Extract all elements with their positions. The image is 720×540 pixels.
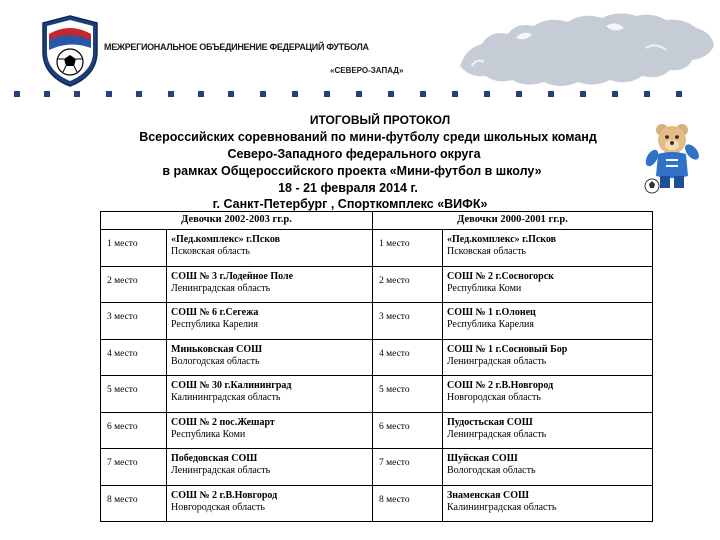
team-region: Республика Карелия (447, 319, 534, 330)
team-region: Ленинградская область (171, 282, 271, 294)
team-name: СОШ № 30 г.Калининград (171, 380, 292, 391)
team-cell (167, 412, 373, 449)
team-region: Новгородская область (171, 501, 265, 513)
place-cell: 5 место (373, 376, 443, 413)
team-region: Ленинградская область (447, 355, 547, 367)
team-name: СОШ № 2 пос.Жешарт (171, 416, 275, 428)
place-cell: 6 место (101, 412, 167, 449)
team-cell (443, 266, 653, 303)
region-map-graphic (456, 8, 718, 96)
team-region: Новгородская область (447, 392, 541, 403)
team-region: Республика Коми (171, 428, 246, 440)
team-region: Псковская область (447, 246, 526, 257)
place-cell: 1 место (373, 230, 443, 267)
team-cell (443, 412, 653, 449)
place-cell: 7 место (101, 449, 167, 486)
team-region: Ленинградская область (171, 465, 271, 476)
team-name: Пудостьская СОШ (447, 416, 533, 428)
team-cell (167, 303, 373, 340)
organization-name: МЕЖРЕГИОНАЛЬНОЕ ОБЪЕДИНЕНИЕ ФЕДЕРАЦИЙ ФУТБОЛА (104, 42, 369, 52)
team-cell (443, 485, 653, 522)
team-region: Вологодская область (171, 355, 260, 367)
event-venue: г. Санкт-Петербург , Спорткомплекс «ВИФК» (212, 197, 488, 211)
team-name: СОШ № 2 г.В.Новгород (171, 489, 278, 501)
place-cell: 2 место (101, 266, 167, 303)
competition-name: Всероссийских соревнований по мини-футболу среди школьных команд (139, 130, 597, 144)
team-name: Шуйская СОШ (447, 453, 518, 464)
table-row (101, 266, 653, 303)
table-row (101, 230, 653, 267)
team-cell (443, 230, 653, 267)
team-cell (167, 485, 373, 522)
team-cell (443, 449, 653, 486)
team-region: Республика Коми (447, 282, 522, 294)
team-name: «Пед.комплекс» г.Псков (171, 234, 281, 245)
project-name: в рамках Общероссийского проекта «Мини-футбол в школу» (162, 164, 542, 178)
team-cell (443, 303, 653, 340)
team-name: Победовская СОШ (171, 453, 258, 464)
federation-logo (40, 14, 100, 88)
team-name: «Пед.комплекс» г.Псков (447, 234, 557, 245)
table-row (101, 485, 653, 522)
place-cell: 2 место (373, 266, 443, 303)
place-cell: 3 место (373, 303, 443, 340)
place-cell: 4 место (101, 339, 167, 376)
team-region: Калининградская область (171, 392, 281, 403)
team-region: Ленинградская область (447, 428, 547, 440)
table-header-row (101, 212, 653, 230)
district-name: Северо-Западного федерального округа (227, 147, 481, 161)
team-cell (167, 339, 373, 376)
group-header-left: Девочки 2002-2003 гг.р. (101, 212, 373, 230)
team-region: Псковская область (171, 246, 250, 257)
place-cell: 5 место (101, 376, 167, 413)
table-row (101, 303, 653, 340)
protocol-title: ИТОГОВЫЙ ПРОТОКОЛ (309, 113, 451, 127)
table-row (101, 412, 653, 449)
place-cell: 4 место (373, 339, 443, 376)
team-name: СОШ № 6 г.Сегежа (171, 307, 259, 318)
team-name: Миньковская СОШ (171, 343, 263, 355)
team-region: Республика Карелия (171, 319, 258, 330)
team-name: СОШ № 1 г.Олонец (447, 307, 536, 318)
table-row (101, 376, 653, 413)
dashed-divider (0, 89, 720, 101)
event-dates: 18 - 21 февраля 2014 г. (278, 181, 418, 195)
team-cell (443, 339, 653, 376)
team-name: Знаменская СОШ (447, 489, 529, 501)
team-name: СОШ № 2 г.В.Новгород (447, 380, 554, 391)
team-cell (167, 230, 373, 267)
organization-subtitle: «СЕВЕРО-ЗАПАД» (330, 66, 404, 75)
group-header-right: Девочки 2000-2001 гг.р. (373, 212, 653, 230)
place-cell: 3 место (101, 303, 167, 340)
place-cell: 6 место (373, 412, 443, 449)
team-name: СОШ № 1 г.Сосновый Бор (447, 343, 568, 355)
place-cell: 7 место (373, 449, 443, 486)
team-name: СОШ № 3 г.Лодейное Поле (171, 270, 294, 282)
table-row (101, 339, 653, 376)
mascot-bear-image (640, 122, 704, 194)
place-cell: 8 место (373, 485, 443, 522)
team-region: Вологодская область (447, 465, 536, 476)
team-cell (167, 376, 373, 413)
place-cell: 8 место (101, 485, 167, 522)
team-cell (167, 266, 373, 303)
team-name: СОШ № 2 г.Сосногорск (447, 270, 554, 282)
place-cell: 1 место (101, 230, 167, 267)
team-cell (443, 376, 653, 413)
table-row (101, 449, 653, 486)
results-table (100, 211, 653, 522)
team-cell (167, 449, 373, 486)
team-region: Калининградская область (447, 501, 557, 513)
